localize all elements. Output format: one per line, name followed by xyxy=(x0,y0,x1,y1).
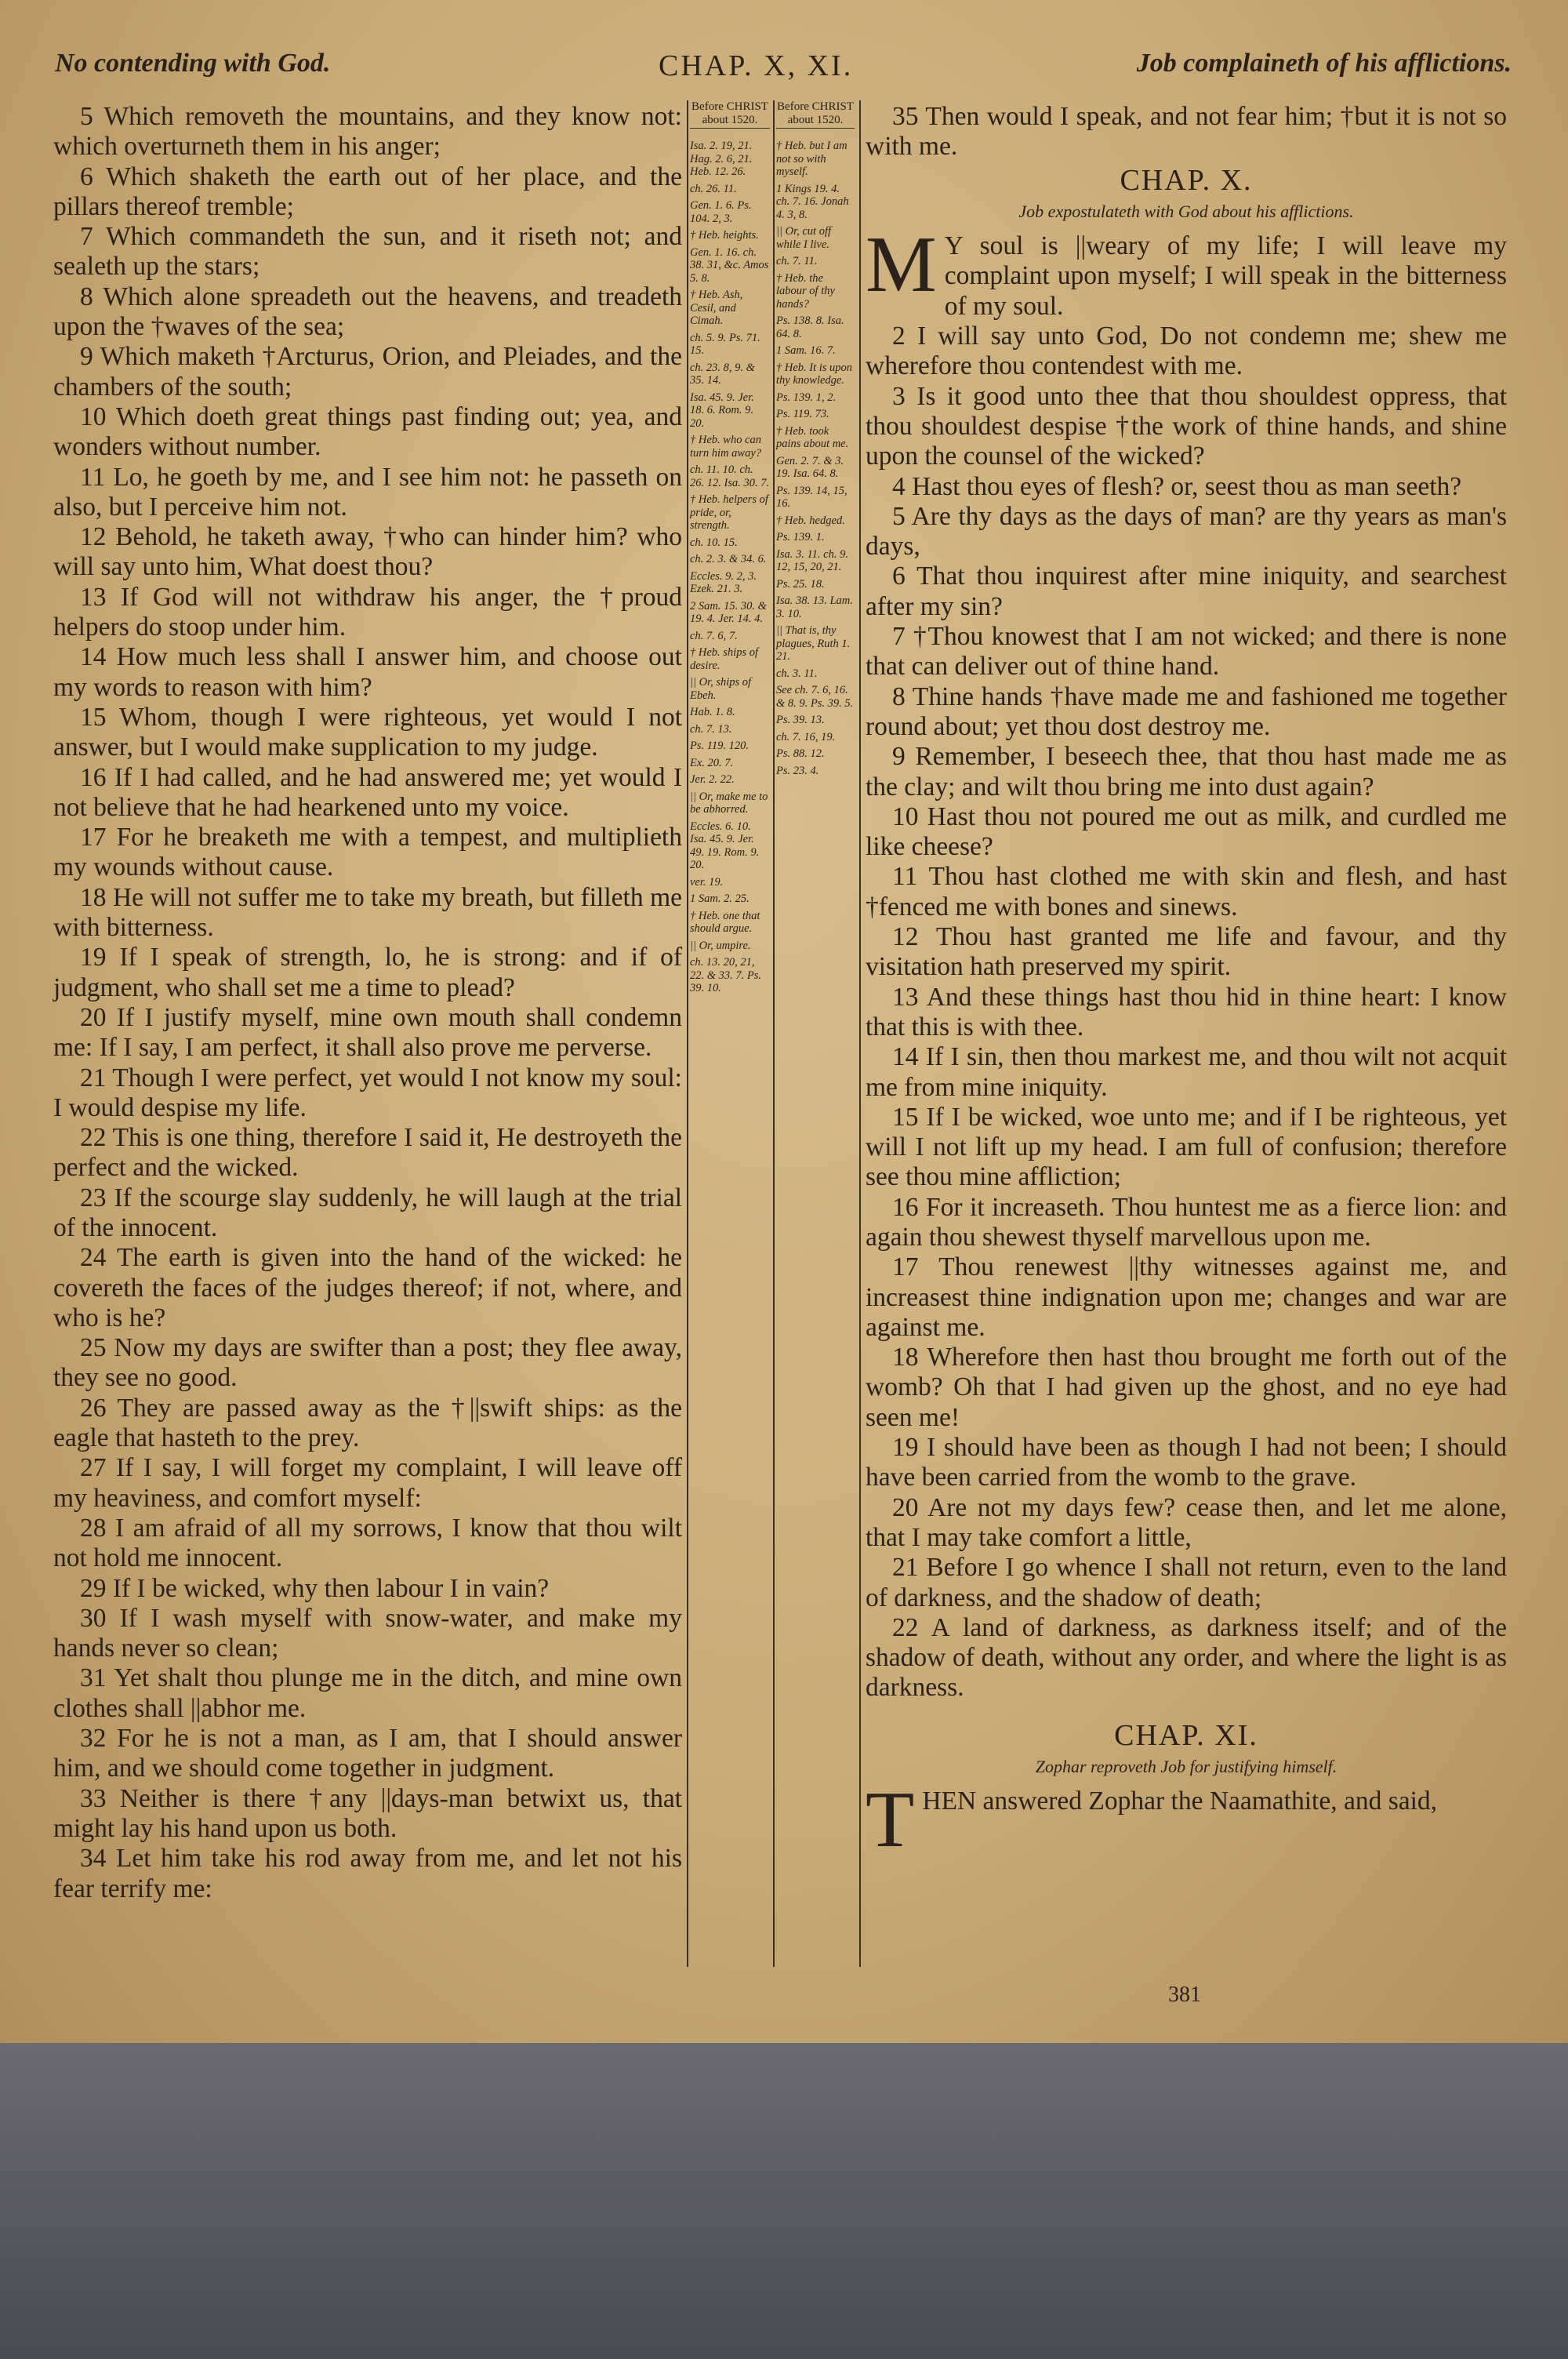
verse: 26 They are passed away as the †||swift ships: as the eagle that hasteth to the prey. xyxy=(53,1393,682,1453)
verse: 7 Which commandeth the sun, and it riseth not; and sealeth up the stars; xyxy=(53,222,682,282)
verse: 2 I will say unto God, Do not condemn me; shew me wherefore thou contendest with me. xyxy=(866,322,1507,381)
margin-references-column-2 xyxy=(776,100,855,781)
margin-note: Ps. 25. 18. xyxy=(776,577,825,591)
margin-note: || Or, umpire. xyxy=(690,939,751,952)
margin-note: Ex. 20. 7. xyxy=(690,756,734,769)
verse: 32 For he is not a man, as I am, that I should answer him, and we should come together in judgment. xyxy=(53,1724,682,1783)
margin-note: ch. 5. 9. Ps. 71. 15. xyxy=(690,331,760,357)
margin-note: ch. 7. 13. xyxy=(690,722,732,736)
verse-text: HEN answered Zophar the Naamathite, and said, xyxy=(922,1787,1438,1816)
verse: 22 This is one thing, therefore I said it, He destroyeth the perfect and the wicked. xyxy=(53,1123,682,1183)
verse: 23 If the scourge slay suddenly, he will laugh at the trial of the innocent. xyxy=(53,1183,682,1242)
verse: 14 If I sin, then thou markest me, and thou wilt not acquit me from mine iniquity. xyxy=(866,1042,1507,1102)
verse: 17 For he breaketh me with a tempest, and multiplieth my wounds without cause. xyxy=(53,823,682,882)
verse: 4 Hast thou eyes of flesh? or, seest thou as man seeth? xyxy=(892,471,1462,501)
margin-note: || Or, make me to be abhorred. xyxy=(690,790,768,816)
margin-note: Ps. 138. 8. Isa. 64. 8. xyxy=(776,314,844,340)
verse: 14 How much less shall I answer him, and choose out my words to reason with him? xyxy=(53,642,682,702)
margin-note: Eccles. 9. 2, 3. Ezek. 21. 3. xyxy=(690,569,757,595)
margin-note: Ps. 139. 1. xyxy=(776,531,825,543)
margin-note: Isa. 45. 9. Jer. 18. 6. Rom. 9. 20. xyxy=(690,391,754,430)
background-surface xyxy=(0,2043,1568,2359)
verse: 33 Neither is there †any ||days-man betwixt us, that might lay his hand upon us both. xyxy=(53,1783,682,1843)
margin-note: || Or, cut off while I live. xyxy=(776,225,832,251)
margin-note: Ps. 23. 4. xyxy=(776,764,819,777)
verse: 18 He will not suffer me to take my breath, but filleth me with bitterness. xyxy=(53,882,682,943)
verse: 27 If I say, I will forget my complaint, I will leave off my heaviness, and comfort myself: xyxy=(53,1453,682,1513)
verse: 12 Thou hast granted me life and favour, and thy visitation hath preserved my spirit. xyxy=(866,922,1507,982)
verse: 8 Which alone spreadeth out the heavens, and treadeth upon the †waves of the sea; xyxy=(53,282,682,342)
verse: 11 Thou hast clothed me with skin and flesh, and hast †fenced me with bones and sinews. xyxy=(866,862,1507,921)
chapter-summary: Zophar reproveth Job for justifying himself. xyxy=(1035,1757,1338,1777)
verse: 5 Which removeth the mountains, and they know not: which overturneth them in his anger; xyxy=(53,102,682,162)
chapter-heading: CHAP. X. xyxy=(1120,163,1253,197)
margin-note: Hab. 1. 8. xyxy=(690,706,735,718)
margin-note: Gen. 2. 7. & 3. 19. Isa. 64. 8. xyxy=(776,454,844,480)
margin-note: † Heb. who can turn him away? xyxy=(690,434,762,460)
verse: 9 Remember, I beseech thee, that thou hast made me as the clay; and wilt thou bring me into dust again? xyxy=(866,742,1507,801)
margin-note: || Or, ships of Ebeh. xyxy=(690,676,752,702)
margin-note: ch. 3. 11. xyxy=(776,667,818,680)
margin-note: ch. 2. 3. & 34. 6. xyxy=(690,553,767,565)
margin-note: † Heb. helpers of pride, or, strength. xyxy=(690,493,768,532)
verse: 9 Which maketh †Arcturus, Orion, and Pleiades, and the chambers of the south; xyxy=(53,342,682,402)
margin-references-column-1 xyxy=(690,100,770,999)
margin-note: ch. 11. 10. ch. 26. 12. Isa. 30. 7. xyxy=(690,463,770,489)
verse: 3 Is it good unto thee that thou shouldest oppress, that thou shouldest despise †the work of thine hands, and shine upon the counsel of the wicked? xyxy=(866,381,1507,471)
margin-note: ch. 26. 11. xyxy=(690,182,737,195)
verse: 15 If I be wicked, woe unto me; and if I be righteous, yet will I not lift up my head. I am full of confusion; therefore see thou mine affliction; xyxy=(866,1102,1507,1192)
right-text-column xyxy=(866,102,1507,1865)
margin-note: † Heb. but I am not so with myself. xyxy=(776,140,848,178)
verse: 30 If I wash myself with snow-water, and make my hands never so clean; xyxy=(53,1603,682,1663)
verse: 10 Which doeth great things past finding out; yea, and wonders without number. xyxy=(53,402,682,462)
verse: 13 And these things hast thou hid in thine heart: I know that this is with thee. xyxy=(866,982,1507,1041)
running-head-left: No contending with God. xyxy=(55,49,331,78)
margin-note: † Heb. hedged. xyxy=(776,514,845,527)
verse: 6 That thou inquirest after mine iniquity, and searchest after my sin? xyxy=(866,562,1507,621)
verse: 17 Thou renewest ||thy witnesses against me, and increasest thine indignation upon me; changes and war are against me. xyxy=(866,1252,1507,1342)
verse: 15 Whom, though I were righteous, yet would I not answer, but I would make supplication to my judge. xyxy=(53,702,682,762)
verse: 19 I should have been as though I had not been; I should have been carried from the womb to the grave. xyxy=(866,1433,1507,1492)
running-head-right: Job complaineth of his afflictions. xyxy=(1136,49,1512,78)
drop-cap: T xyxy=(866,1776,915,1865)
margin-note: Isa. 38. 13. Lam. 3. 10. xyxy=(776,594,853,620)
margin-note: Isa. 2. 19, 21. Hag. 2. 6, 21. Heb. 12. 26. xyxy=(690,140,753,178)
margin-note: ch. 10. 15. xyxy=(690,536,738,549)
verse: 5 Are thy days as the days of man? are thy years as man's days, xyxy=(866,501,1507,562)
margin-note: ch. 13. 20, 21, 22. & 33. 7. Ps. 39. 10. xyxy=(690,956,762,994)
verse: 34 Let him take his rod away from me, and let not his fear terrify me: xyxy=(53,1844,682,1903)
margin-note: 1 Kings 19. 4. ch. 7. 16. Jonah 4. 3, 8. xyxy=(776,182,849,221)
margin-note: Ps. 139. 14, 15, 16. xyxy=(776,484,848,510)
margin-note: Ps. 88. 12. xyxy=(776,747,825,760)
column-rule xyxy=(859,100,861,1967)
margin-note: Ps. 119. 120. xyxy=(690,740,750,752)
verse: 24 The earth is given into the hand of the wicked: he covereth the faces of the judges thereof; if not, where, and who is he? xyxy=(53,1243,682,1332)
margin-note: † Heb. one that should argue. xyxy=(690,909,760,935)
margin-note: † Heb. took pains about me. xyxy=(776,424,849,450)
verse: 21 Before I go whence I shall not return, even to the land of darkness, and the shadow of death; xyxy=(866,1553,1507,1612)
margin-note: ch. 23. 8, 9. & 35. 14. xyxy=(690,361,755,387)
margin-note: 1 Sam. 16. 7. xyxy=(776,344,836,357)
verse: 16 If I had called, and he had answered me; yet would I not believe that he had hearkened unto my voice. xyxy=(53,762,682,822)
margin-note: Gen. 1. 16. ch. 38. 31, &c. Amos 5. 8. xyxy=(690,245,769,285)
verse: 11 Lo, he goeth by me, and I see him not: he passeth on also, but I perceive him not. xyxy=(53,462,682,522)
margin-date-heading: Before CHRIST about 1520. xyxy=(690,100,770,129)
verse: 35 Then would I speak, and not fear him; †but it is not so with me. xyxy=(866,102,1507,162)
verse: 16 For it increaseth. Thou huntest me as a fierce lion: and again thou shewest thyself marvellous upon me. xyxy=(866,1192,1507,1252)
verse: 20 Are not my days few? cease then, and let me alone, that I may take comfort a little, xyxy=(866,1492,1507,1552)
margin-note: Jer. 2. 22. xyxy=(690,773,735,786)
margin-note: † Heb. Ash, Cesil, and Cimah. xyxy=(690,289,743,327)
margin-note: || That is, thy plagues, Ruth 1. 21. xyxy=(776,624,851,663)
chapter-opening-verse xyxy=(866,1776,1507,1865)
margin-note: ch. 7. 11. xyxy=(776,255,818,267)
verse: 7 †Thou knowest that I am not wicked; and there is none that can deliver out of thine hand. xyxy=(866,622,1507,682)
margin-note: Eccles. 6. 10. Isa. 45. 9. Jer. 49. 19. Rom. 9. 20. xyxy=(690,820,760,871)
column-rule xyxy=(773,100,775,1967)
margin-note: † Heb. heights. xyxy=(690,229,759,242)
margin-note: See ch. 7. 6, 16. & 8. 9. Ps. 39. 5. xyxy=(776,684,854,710)
margin-note: † Heb. the labour of thy hands? xyxy=(776,271,835,311)
verse: 22 A land of darkness, as darkness itself; and of the shadow of death, without any order, and where the light is as darkness. xyxy=(866,1612,1507,1703)
page-number: 381 xyxy=(1168,1983,1201,2007)
margin-note: † Heb. ships of desire. xyxy=(690,646,758,672)
verse: 8 Thine hands †have made me and fashioned me together round about; yet thou dost destroy me. xyxy=(866,682,1507,741)
margin-note: Ps. 39. 13. xyxy=(776,714,825,726)
margin-note: Ps. 119. 73. xyxy=(776,408,829,420)
verse: 13 If God will not withdraw his anger, the †proud helpers do stoop under him. xyxy=(53,582,682,642)
running-head-chapter: CHAP. X, XI. xyxy=(659,49,854,82)
verse: 12 Behold, he taketh away, †who can hinder him? who will say unto him, What doest thou? xyxy=(53,522,682,582)
verse: 25 Now my days are swifter than a post; they flee away, they see no good. xyxy=(53,1333,682,1393)
chapter-opening-verse xyxy=(866,220,1507,322)
column-rule xyxy=(687,100,688,1967)
margin-note: ch. 7. 6, 7. xyxy=(690,629,738,642)
margin-note: Ps. 139. 1, 2. xyxy=(776,391,837,404)
margin-note: Isa. 3. 11. ch. 9. 12, 15, 20, 21. xyxy=(776,547,848,573)
verse: 31 Yet shalt thou plunge me in the ditch, and mine own clothes shall ||abhor me. xyxy=(53,1663,682,1723)
margin-date-heading: Before CHRIST about 1520. xyxy=(776,100,855,129)
verse: 18 Wherefore then hast thou brought me forth out of the womb? Oh that I had given up the ghost, and no eye had seen me! xyxy=(866,1343,1507,1432)
verse: 21 Though I were perfect, yet would I not know my soul: I would despise my life. xyxy=(53,1063,682,1122)
drop-cap: M xyxy=(866,220,937,310)
margin-note: 1 Sam. 2. 25. xyxy=(690,892,750,905)
left-text-column xyxy=(53,102,682,1904)
verse: 19 If I speak of strength, lo, he is strong: and if of judgment, who shall set me a time to plead? xyxy=(53,943,682,1002)
margin-note: 2 Sam. 15. 30. & 19. 4. Jer. 14. 4. xyxy=(690,599,767,625)
chapter-heading: CHAP. XI. xyxy=(1114,1718,1258,1752)
margin-note: ver. 19. xyxy=(690,875,724,889)
verse: 10 Hast thou not poured me out as milk, and curdled me like cheese? xyxy=(866,801,1507,862)
margin-note: ch. 7. 16, 19. xyxy=(776,730,836,743)
chapter-summary: Job expostulateth with God about his afflictions. xyxy=(1018,201,1354,221)
verse: 28 I am afraid of all my sorrows, I know that thou wilt not hold me innocent. xyxy=(53,1513,682,1573)
margin-note: Gen. 1. 6. Ps. 104. 2, 3. xyxy=(690,199,752,225)
verse-text: Y soul is ||weary of my life; I will leave my complaint upon myself; I will speak in the bitterness of my soul. xyxy=(944,231,1507,321)
verse: 29 If I be wicked, why then labour I in vain? xyxy=(80,1573,550,1603)
margin-note: † Heb. It is upon thy knowledge. xyxy=(776,361,853,387)
verse: 6 Which shaketh the earth out of her place, and the pillars thereof tremble; xyxy=(53,162,682,221)
verse: 20 If I justify myself, mine own mouth shall condemn me: If I say, I am perfect, it shall also prove me perverse. xyxy=(53,1002,682,1063)
